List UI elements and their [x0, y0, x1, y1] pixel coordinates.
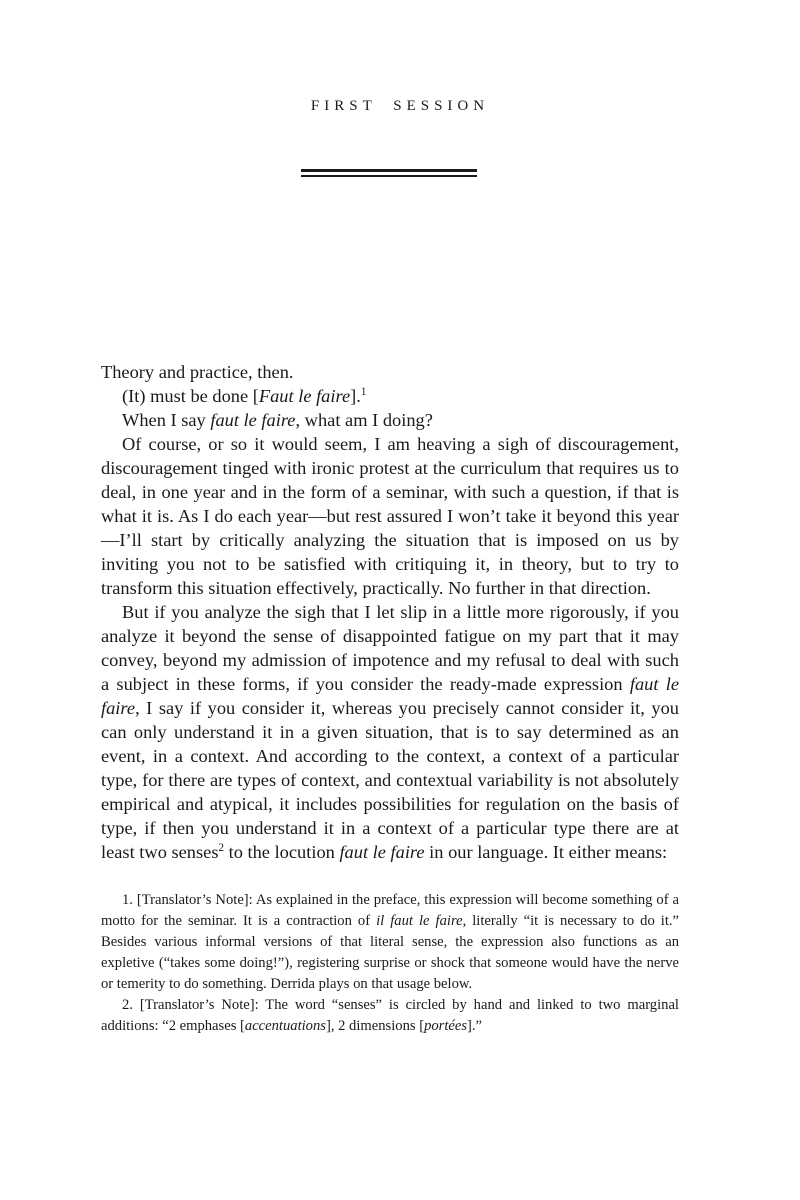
italic-text: portées: [424, 1018, 468, 1034]
text: ].”: [467, 1018, 483, 1034]
text: When I say: [122, 410, 211, 430]
footnote-1: [101, 890, 679, 995]
text: , literally “it is necessary to do it.” Besides various informal versions of that literal sense, the expression also functions as an expletive (“takes some doing!”), registering surprise or shock that someone would have the nerve or temerity to do something. Derrida plays on that usage below.: [101, 913, 680, 992]
heading-rule-thick: [301, 169, 477, 172]
paragraph-1: Theory and practice, then.: [101, 362, 294, 382]
text: 1. [Translator’s Note]: As explained in the preface, this expression will become something of a motto for the seminar. It is a contraction of: [101, 892, 679, 929]
footnote-ref-1: 1: [360, 385, 367, 398]
text: in our language. It either means:: [424, 842, 668, 862]
paragraph-5: [101, 600, 679, 864]
paragraph-3: [101, 408, 679, 432]
italic-text: faut le faire: [339, 842, 425, 862]
italic-text: faut le faire: [101, 674, 679, 718]
text: But if you analyze the sigh that I let slip in a little more rigorously, if you analyze it beyond the sense of disappointed fatigue on my part that it may convey, beyond my admission of impotence and my refusal to deal with such a subject in these forms, if you consider the ready-made expression: [101, 602, 679, 694]
chapter-heading: FIRST SESSION: [310, 98, 490, 114]
text: ].: [350, 386, 361, 406]
footnote-2: [101, 995, 679, 1037]
body-text: [101, 360, 679, 864]
italic-text: faut le faire: [210, 410, 296, 430]
text: 2. [Translator’s Note]: The word “senses” is circled by hand and linked to two marginal additions: “2 emphases [: [101, 997, 679, 1034]
text: , I say if you consider it, whereas you precisely cannot consider it, you can only understand it in a given situation, that is to say determined as an event, in a context. And according to the context, a context of a particular type, for there are types of context, and contextual variability is not absolutely empirical and atypical, it includes possibilities for regulation on the basis of type, if then you understand it in a context of a particular type there are at least two senses: [101, 698, 679, 862]
paragraph-4: Of course, or so it would seem, I am heaving a sigh of discouragement, discouragement tinged with ironic protest at the curriculum that requires us to deal, in one year and in the form of a seminar, with such a question, if that is what it is. As I do each year—but rest assured I won’t take it beyond this year—I’ll start by critically analyzing the situation that is imposed on us by inviting you not to be satisfied with critiquing it, in theory, but to try to transform this situation effectively, practically. No further in that direction.: [101, 434, 679, 598]
italic-text: accentuations: [244, 1018, 326, 1034]
text: , what am I doing?: [295, 410, 433, 430]
paragraph-2: [101, 384, 679, 408]
footnotes: [101, 890, 679, 1037]
text: to the locution: [224, 842, 340, 862]
italic-text: il faut le faire: [376, 913, 463, 929]
italic-text: Faut le faire: [258, 386, 351, 406]
text: (It) must be done [: [122, 386, 259, 406]
text: ], 2 dimensions [: [325, 1018, 425, 1034]
footnote-ref-2: 2: [218, 841, 224, 854]
heading-rule-thin: [301, 175, 477, 177]
